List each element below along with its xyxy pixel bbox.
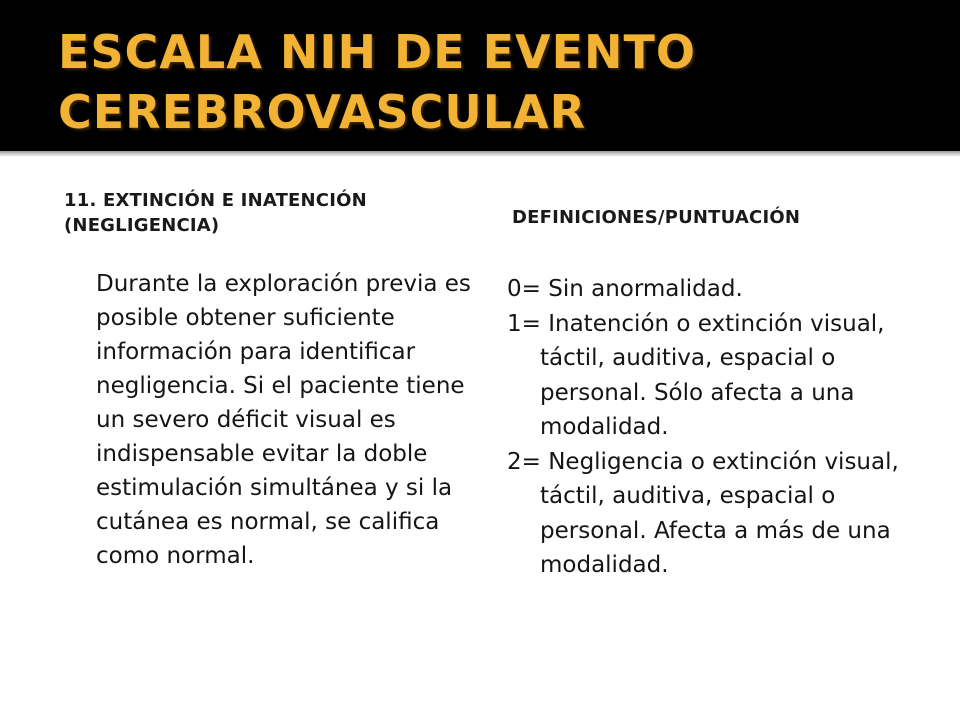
right-column-heading: DEFINICIONES/PUNTUACIÓN	[512, 207, 801, 228]
left-column-body: Durante la exploración previa es posible obtener suficiente información para identificar negligencia. Si el paciente tiene un severo déficit visual es indispensable evitar la doble estimulación simultánea y si la cutánea es normal, se califica como normal.	[96, 271, 471, 569]
score-item-1: 1= Inatención o extinción visual, táctil, auditiva, espacial o personal. Sólo afecta a una modalidad.	[507, 310, 885, 440]
score-item-2: 2= Negligencia o extinción visual, táctil, auditiva, espacial o personal. Afecta a más de una modalidad.	[507, 448, 899, 578]
left-column-heading: 11. EXTINCIÓN E INATENCIÓN (NEGLIGENCIA)	[64, 190, 367, 236]
title-divider	[0, 151, 960, 157]
slide-title: ESCALA NIH DE EVENTO CEREBROVASCULAR	[58, 25, 697, 139]
score-item-0: 0= Sin anormalidad.	[507, 276, 743, 302]
scoring-list	[507, 272, 927, 583]
